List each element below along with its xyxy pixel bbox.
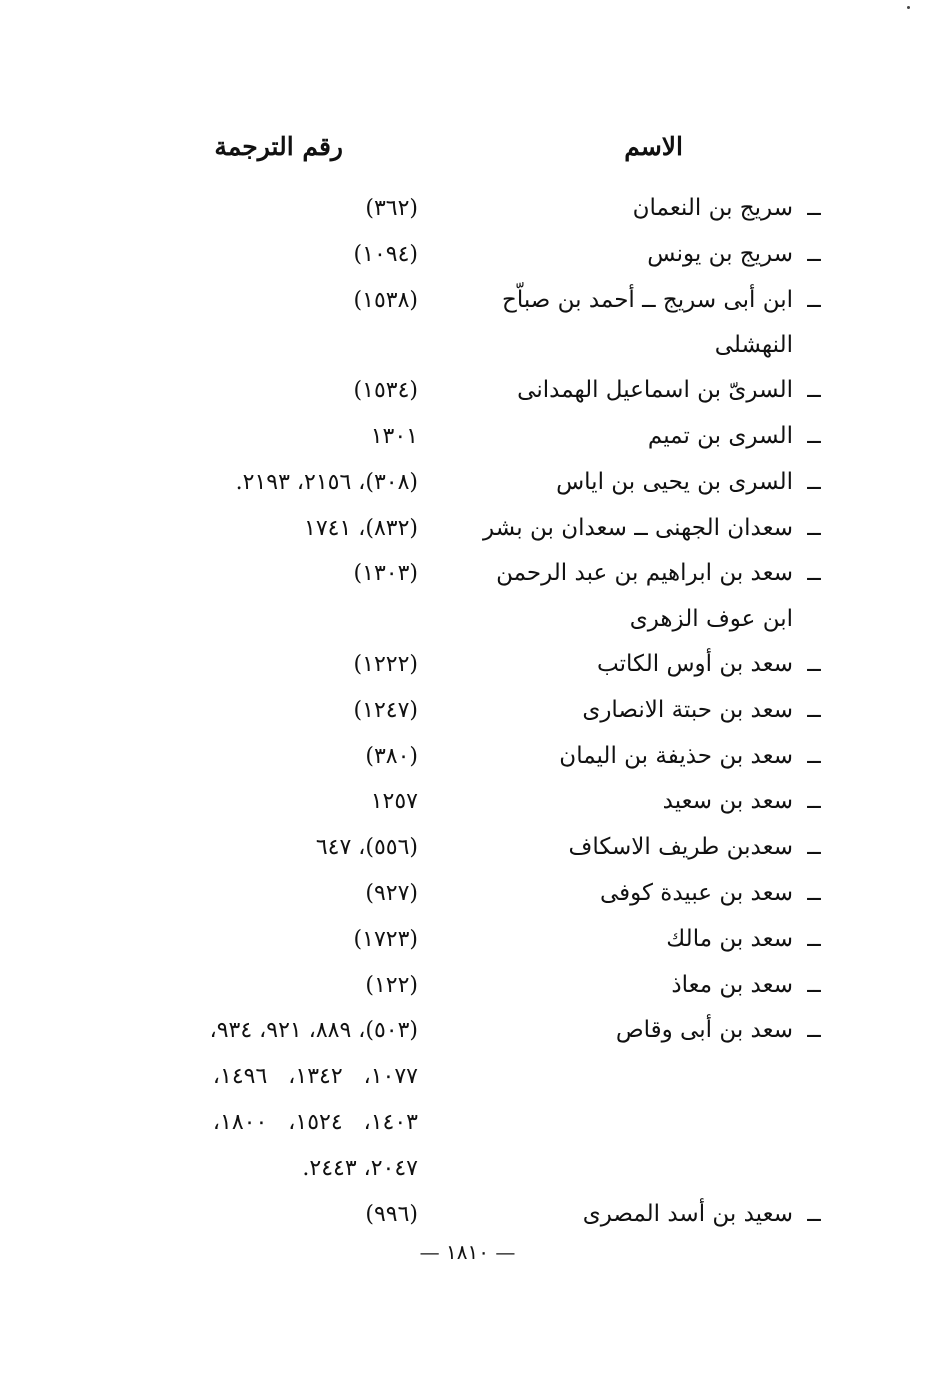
entry-row — [15, 871, 835, 917]
entry-dash: ــ — [807, 971, 821, 998]
entry-name: سعد بن معاذ — [671, 971, 793, 998]
entry-translation-numbers: (١٥٣٤) — [353, 378, 418, 404]
entry-name: النهشلى — [714, 332, 793, 359]
entry-name: السرى بن يحيى بن اياس — [556, 468, 793, 495]
entry-row — [15, 232, 835, 278]
entry-translation-numbers: (٩٢٧) — [365, 880, 418, 906]
entry-name: سعد بن مالك — [666, 925, 793, 952]
entry-dash: ــ — [807, 788, 821, 815]
entry-continuation-row — [15, 1054, 835, 1100]
entry-name: سريج بن النعمان — [632, 195, 793, 221]
entry-name: السرى بن تميم — [647, 422, 793, 449]
entry-name: سريج بن يونس — [647, 240, 793, 267]
entry-name: سعد بن سعيد — [662, 788, 793, 815]
entry-row — [15, 278, 835, 324]
entry-row — [15, 779, 835, 825]
entry-dash: ــ — [807, 1200, 821, 1227]
entry-row — [15, 1192, 835, 1238]
entry-row — [15, 551, 835, 597]
entry-row — [15, 1008, 835, 1054]
entry-translation-numbers: (١٥٣٨) — [353, 287, 418, 313]
entry-row — [15, 460, 835, 506]
entry-row — [15, 414, 835, 460]
entry-dash: ــ — [807, 240, 821, 267]
entry-translation-numbers: (٣٠٨)، ٢١٥٦، ٢١٩٣. — [235, 469, 418, 495]
entry-name: سعدبن طريف الاسكاف — [568, 834, 793, 861]
scan-speck — [907, 6, 910, 9]
entry-row — [15, 917, 835, 963]
entry-row — [15, 963, 835, 1009]
entry-dash: ــ — [807, 468, 821, 495]
entry-row — [15, 688, 835, 734]
entry-translation-numbers: (١٢٤٧) — [353, 697, 418, 723]
entry-dash: ــ — [807, 514, 821, 541]
entry-dash: ــ — [807, 696, 821, 723]
entry-translation-numbers: ١٢٥٧ — [370, 789, 418, 815]
entry-dash: ــ — [807, 742, 821, 769]
entry-dash: ــ — [807, 195, 821, 221]
entry-row — [15, 734, 835, 780]
index-entries — [15, 186, 835, 1237]
entry-dash: ــ — [807, 650, 821, 677]
entry-translation-numbers: ١٠٧٧، ١٣٤٢، ١٤٩٦، — [212, 1064, 418, 1090]
entry-translation-numbers: (٩٩٦) — [365, 1201, 418, 1227]
entry-dash: ــ — [807, 879, 821, 906]
entry-dash: ــ — [807, 377, 821, 404]
entry-row — [15, 642, 835, 688]
entry-translation-numbers: (٣٦٢) — [365, 196, 418, 221]
entry-continuation-row — [15, 1100, 835, 1146]
entry-translation-numbers: (١٣٠٣) — [353, 561, 418, 587]
entry-name: سعد بن ابراهيم بن عبد الرحمن — [496, 560, 793, 587]
entry-translation-numbers: (٥٥٦)، ٦٤٧ — [315, 835, 418, 861]
entry-dash: ــ — [807, 286, 821, 313]
entry-dash: ــ — [807, 560, 821, 587]
entry-name: السرىّ بن اسماعيل الهمدانى — [517, 377, 793, 404]
entry-dash: ــ — [807, 925, 821, 952]
page-number: — ١٨١٠ — — [419, 1240, 516, 1264]
entry-name: سعدان الجهنى ــ سعدان بن بشر — [483, 514, 793, 541]
entry-translation-numbers: (٨٣٢)، ١٧٤١ — [304, 515, 418, 541]
entry-name: سعد بن حبتة الانصارى — [582, 696, 793, 723]
entry-name: ابن أبى سريج ــ أحمد بن صباّح — [501, 286, 793, 313]
entry-row — [15, 368, 835, 414]
entry-translation-numbers: (١٧٢٣) — [353, 926, 418, 952]
entry-translation-numbers: (٥٠٣)، ٨٨٩، ٩٢١، ٩٣٤، — [209, 1018, 418, 1044]
entry-continuation-row — [15, 1146, 835, 1192]
entry-name: سعيد بن أسد المصرى — [582, 1200, 793, 1227]
entry-name: سعد بن حذيفة بن اليمان — [559, 742, 793, 769]
entry-continuation-row — [15, 323, 835, 368]
entry-translation-numbers: ١٣٠١ — [370, 423, 418, 449]
entry-translation-numbers: ٢٠٤٧، ٢٤٤٣. — [302, 1155, 418, 1181]
entry-dash: ــ — [807, 422, 821, 449]
entry-translation-numbers: ١٤٠٣، ١٥٢٤، ١٨٠٠، — [212, 1109, 418, 1135]
entry-translation-numbers: (١٢٢) — [365, 972, 418, 998]
entry-dash: ــ — [807, 834, 821, 861]
entry-row — [15, 506, 835, 552]
entry-row — [15, 825, 835, 871]
column-header-name: الاسم — [624, 132, 683, 161]
entry-continuation-row — [15, 597, 835, 642]
entry-row — [15, 186, 835, 232]
entry-name: سعد بن أبى وقاص — [615, 1017, 793, 1044]
entry-dash: ــ — [807, 1017, 821, 1044]
entry-name: ابن عوف الزهرى — [629, 606, 793, 633]
column-header-number: رقم الترجمة — [214, 132, 343, 161]
entry-translation-numbers: (٣٨٠) — [365, 743, 418, 769]
entry-name: سعد بن عبيدة كوفى — [599, 879, 793, 906]
entry-name: سعد بن أوس الكاتب — [597, 650, 793, 677]
entry-translation-numbers: (١٢٢٢) — [353, 651, 418, 677]
entry-translation-numbers: (١٠٩٤) — [353, 241, 418, 267]
